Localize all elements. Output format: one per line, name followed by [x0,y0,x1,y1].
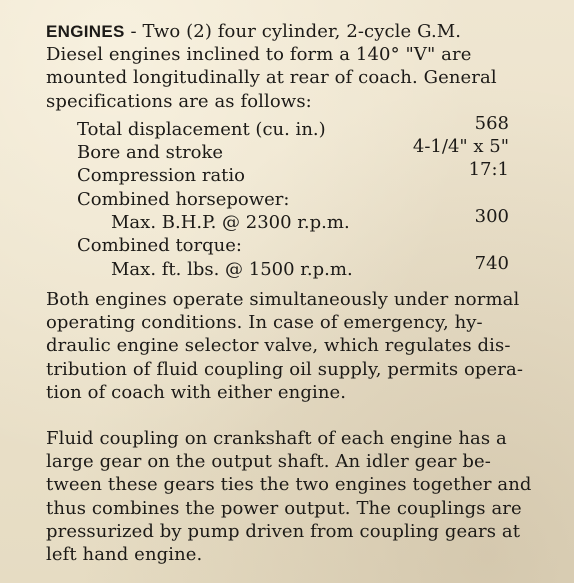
document-body [46,20,546,566]
operation-paragraph: Both engines operate simultaneously under normal operating conditions. In case of emergency, hy- draulic engine selector valve, which regulates dis- tribution of fluid coupling oil supply, permits opera- tion of coach with either engine. [46,288,524,403]
spec-label: Combined horsepower: [77,188,290,210]
spec-value: 17:1 [468,159,509,181]
spec-row [46,188,546,211]
spec-row [46,159,546,187]
spec-value: 300 [474,206,509,227]
spec-row [46,252,546,281]
spec-value: 568 [474,112,509,134]
spec-label: Max. B.H.P. @ 2300 r.p.m. [111,212,350,233]
spec-label: Compression ratio [77,165,246,187]
spec-label: Bore and stroke [77,142,224,164]
section-heading: ENGINES [46,22,125,41]
spec-row [46,234,546,257]
spec-label: Max. ft. lbs. @ 1500 r.p.m. [111,258,353,280]
fluid-coupling-paragraph: Fluid coupling on crankshaft of each engine has a large gear on the output shaft. An idler gear be- tween these gears ties the two engines together and thus combines the power output. The couplings are pressurized by pump driven from coupling gears at left hand engine. [46,427,532,565]
spec-row [46,206,546,234]
spec-value: 4-1/4" x 5" [412,136,509,158]
spec-label: Combined torque: [77,235,242,257]
specifications-table [46,112,546,281]
spec-label: Total displacement (cu. in.) [77,118,326,140]
intro-paragraph [46,20,546,113]
intro-text: - Two (2) four cylinder, 2-cycle G.M. Diesel engines inclined to form a 140° "V" are mounted longitudinally at rear of coach. General specifications are as follows: [46,21,497,112]
spec-value: 740 [474,252,509,274]
